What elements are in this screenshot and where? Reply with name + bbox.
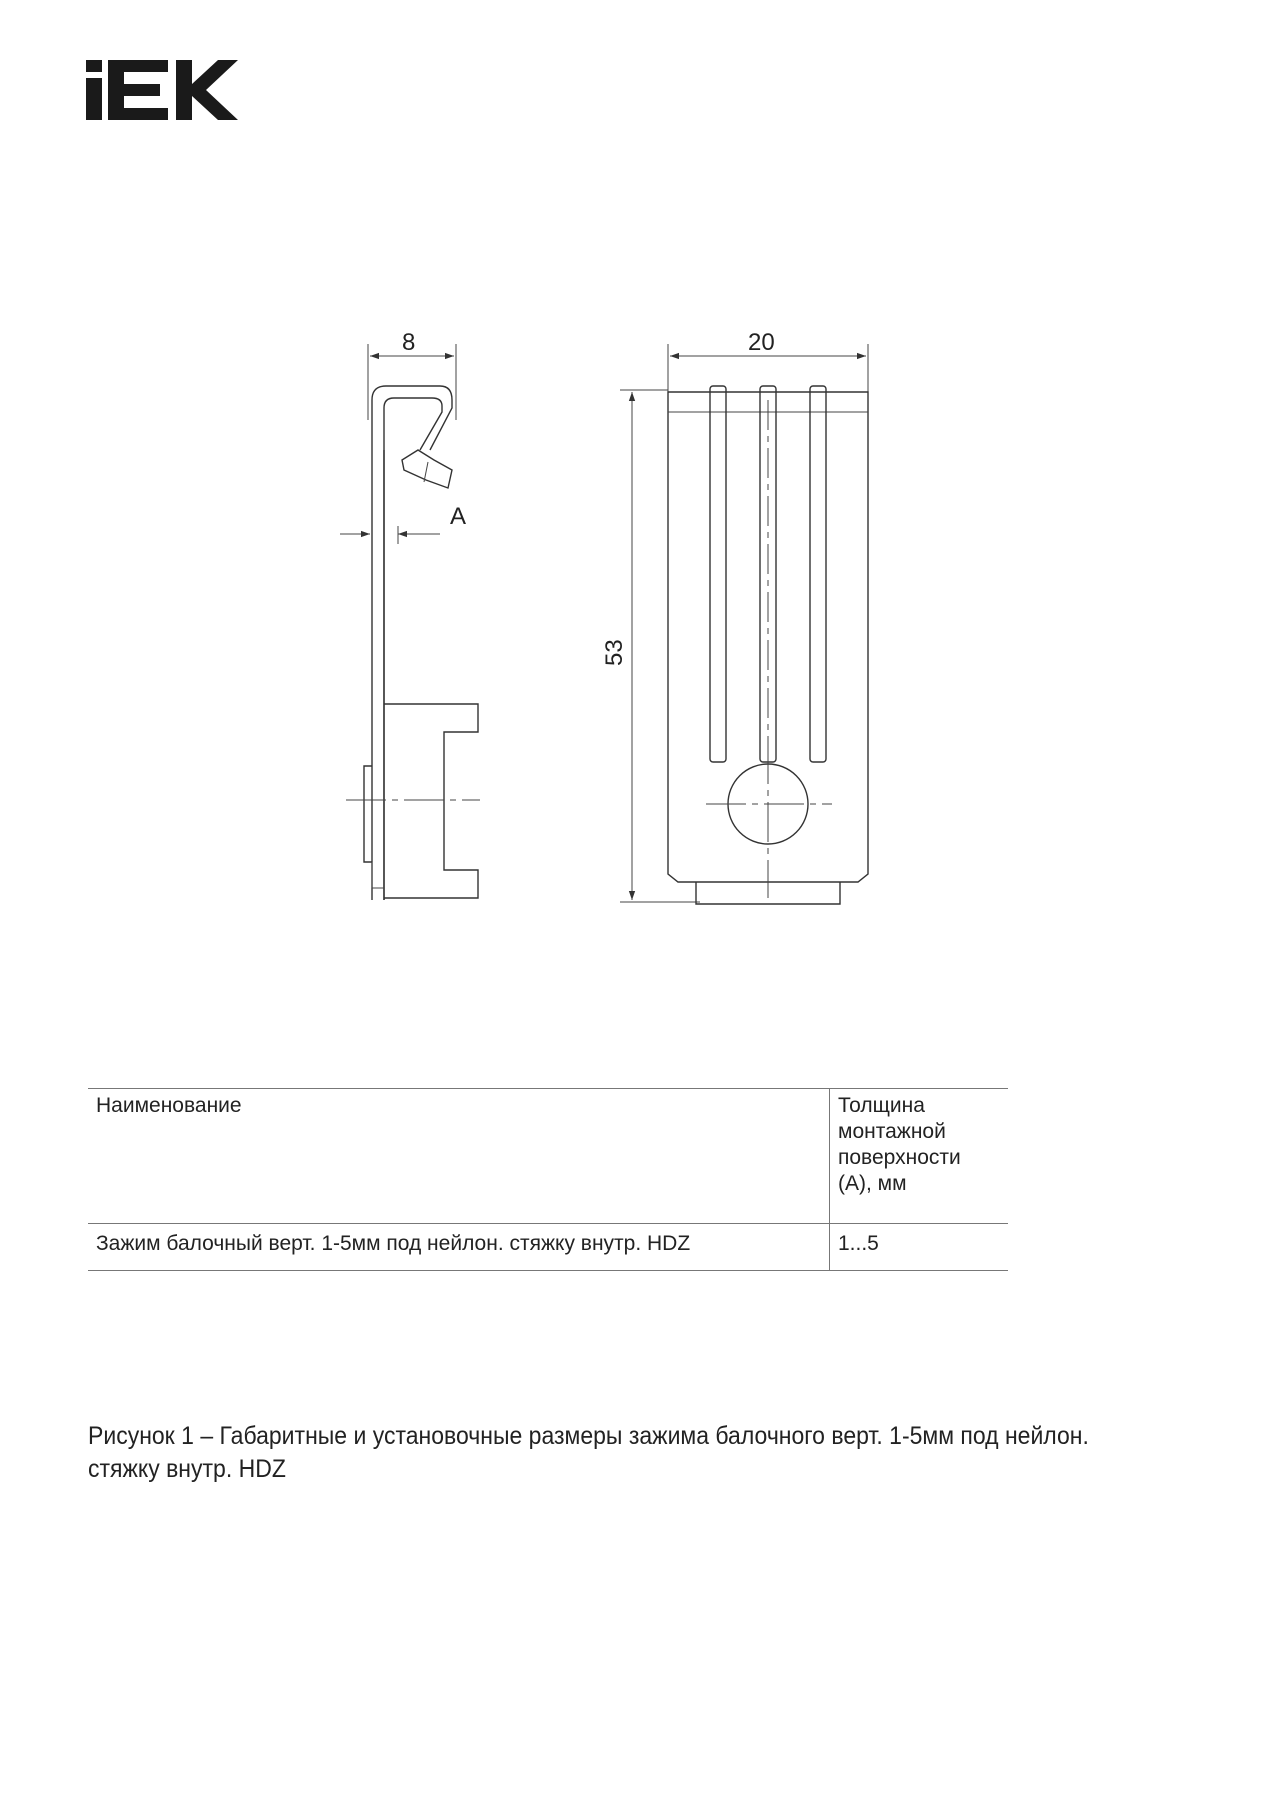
table-header-row (88, 1089, 1008, 1224)
header-name: Наименование (88, 1089, 830, 1224)
cell-thickness-value: 1...5 (838, 1232, 879, 1255)
dim-width-front: 20 (748, 329, 775, 356)
front-view (601, 329, 868, 904)
technical-drawing (0, 300, 1280, 920)
figure-caption: Рисунок 1 – Габаритные и установочные размеры зажима балочного верт. 1-5мм под нейлон. стяжку внутр. HDZ (88, 1422, 1089, 1483)
iek-logo (86, 60, 238, 120)
side-view (340, 329, 480, 900)
header-thickness: Толщина монтажной поверхности (А), мм (838, 1094, 961, 1195)
spec-table (88, 1088, 1008, 1271)
cell-product-name: Зажим балочный верт. 1-5мм под нейлон. стяжку внутр. HDZ (88, 1224, 830, 1271)
dim-label-a: A (450, 503, 467, 530)
dim-height: 53 (601, 639, 628, 666)
table-row (88, 1224, 1008, 1271)
dim-width-side: 8 (402, 329, 416, 356)
